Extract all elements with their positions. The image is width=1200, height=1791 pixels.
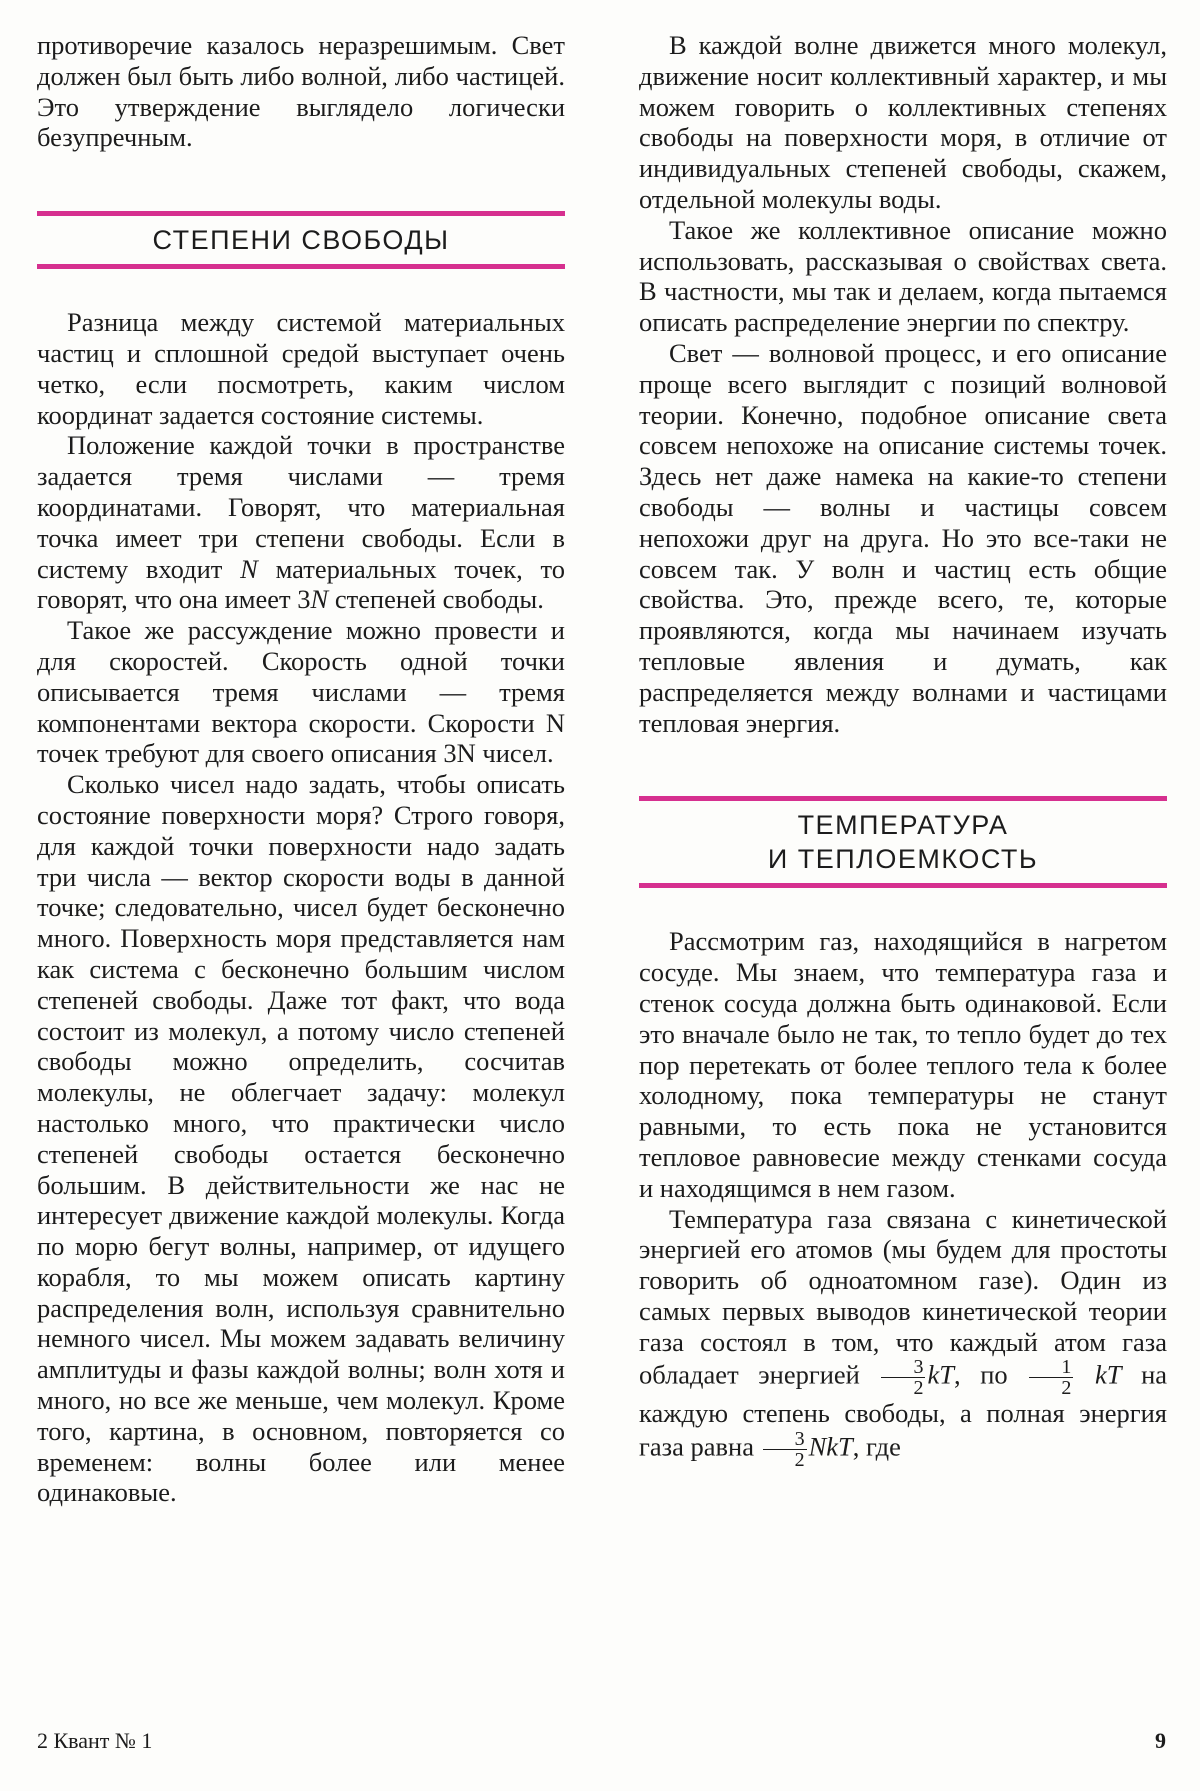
heading-text: СТЕПЕНИ СВОБОДЫ [152,225,450,256]
right-column [639,30,1167,1470]
variable-n: N [240,553,258,584]
heading-text: ТЕМПЕРАТУРА И ТЕПЛОЕМКОСТЬ [767,810,1039,875]
formula: kT [1094,1360,1122,1391]
paragraph: Такое же рассуждение можно провести и для скоростей. Скорость одной точки описывается тремя числами — тремя компонентами вектора скорости. Скорости N точек требуют для своего описания 3N чисел. [37,615,565,769]
accent-rule-bottom [37,264,565,269]
page-number: 9 [1155,1728,1166,1753]
formula: kT [927,1360,954,1391]
paragraph: Сколько чисел надо задать, чтобы описать состояние поверхности моря? Строго говоря, для каждой точки поверхности надо задать три числа — вектор скорости воды в данной точке; следовательно, чисел будет бесконечно много. Поверхность моря представляется нам как система с бесконечно большим числом степеней свободы. Даже тот факт, что вода состоит из молекул, а потому число степеней свободы можно определить, сосчитав молекулы, не облегчает задачу: молекул настолько много, что практически число степеней свободы остается бесконечно большим. В действительности же нас не интересует движение каждой молекулы. Когда по морю бегут волны, например, от идущего корабля, то мы можем описать картину распределения волн, используя сравнительно немного чисел. Мы можем задавать величину амплитуды и фазы каждой волны; волн хотя и много, но все же меньше, чем молекул. Кроме того, картина, в основном, повторяется со временем: волны более или менее одинаковые. [37,769,565,1508]
paragraph: Разница между системой материальных частиц и сплошной средой выступает очень четко, если посмотреть, каким числом координат задается состояние системы. [37,307,565,430]
paragraph: Свет — волновой процесс, и его описание проще всего выглядит с позиций волновой теории. Конечно, подобное описание света совсем непохоже на описание системы точек. Здесь нет даже намека на какие-то степени свободы — волны и частицы совсем непохожи друг на друга. Но это все-таки не совсем так. У волн и частиц есть общие свойства. Это, прежде всего, те, которые проявляются, когда мы начинаем изучать тепловые явления и думать, как распределяется между волнами и частицами тепловая энергия. [639,337,1167,738]
paragraph: В каждой волне движется много молекул, движение носит коллективный характер, и мы можем говорить о коллективных степенях свободы на поверхности моря, в отличие от индивидуальных степеней свободы, скажем, отдельной молекулы воды. [639,30,1167,214]
variable-n: N [310,584,329,615]
paragraph-energy: Температура газа связана с кинетической энергией его атомов (мы будем для простоты говорить об одноатомном газе). Один из самых первых выводов кинетической теории газа состоял в том, что каждый атом газа обладает энергией $\frac{3}{2}$ kT, по $\frac{1}{2}$ kT на каждую степень свободы, а полная энергия газа равна $\frac{3}{2}$ NkT, где [639,1203,1168,1472]
section-heading-degrees-of-freedom [37,211,565,269]
paragraph: Такое же коллективное описание можно использовать, рассказывая о свойствах света. В частности, мы так и делаем, когда пытаемся описать распределение энергии по спектру. [639,214,1167,338]
section-heading-temperature [639,796,1167,888]
formula: NkT [808,1431,853,1462]
intro-paragraph: противоречие казалось неразрешимым. Свет должен был быть либо волной, либо частицей. Это утверждение выглядело логически безупречным. [37,30,565,153]
left-column [37,30,565,1508]
accent-rule-bottom [639,883,1167,888]
footer-signature: 2 Квант № 1 [37,1728,153,1753]
fraction: $\frac{3}{2}$ [881,1357,925,1398]
paragraph: Рассмотрим газ, находящийся в нагретом сосуде. Мы знаем, что температура газа и стенок сосуда должна быть одинаковой. Если это вначале было не так, то тепло будет до тех пор перетекать от более теплого тела к более холодному, пока температуры не станут равными, то есть пока не установится тепловое равновесие между стенками сосуда и находящимся в нем газом. [639,926,1167,1203]
fraction: $\frac{1}{2}$ [1029,1357,1073,1398]
paragraph-points: Положение каждой точки в пространстве задается тремя числами — тремя координатами. Говорят, что материальная точка имеет три степени свободы. Если в систему входит N материальных точек, то говорят, что она имеет 3N степеней свободы. [37,430,565,615]
fraction: $\frac{3}{2}$ [763,1429,807,1470]
